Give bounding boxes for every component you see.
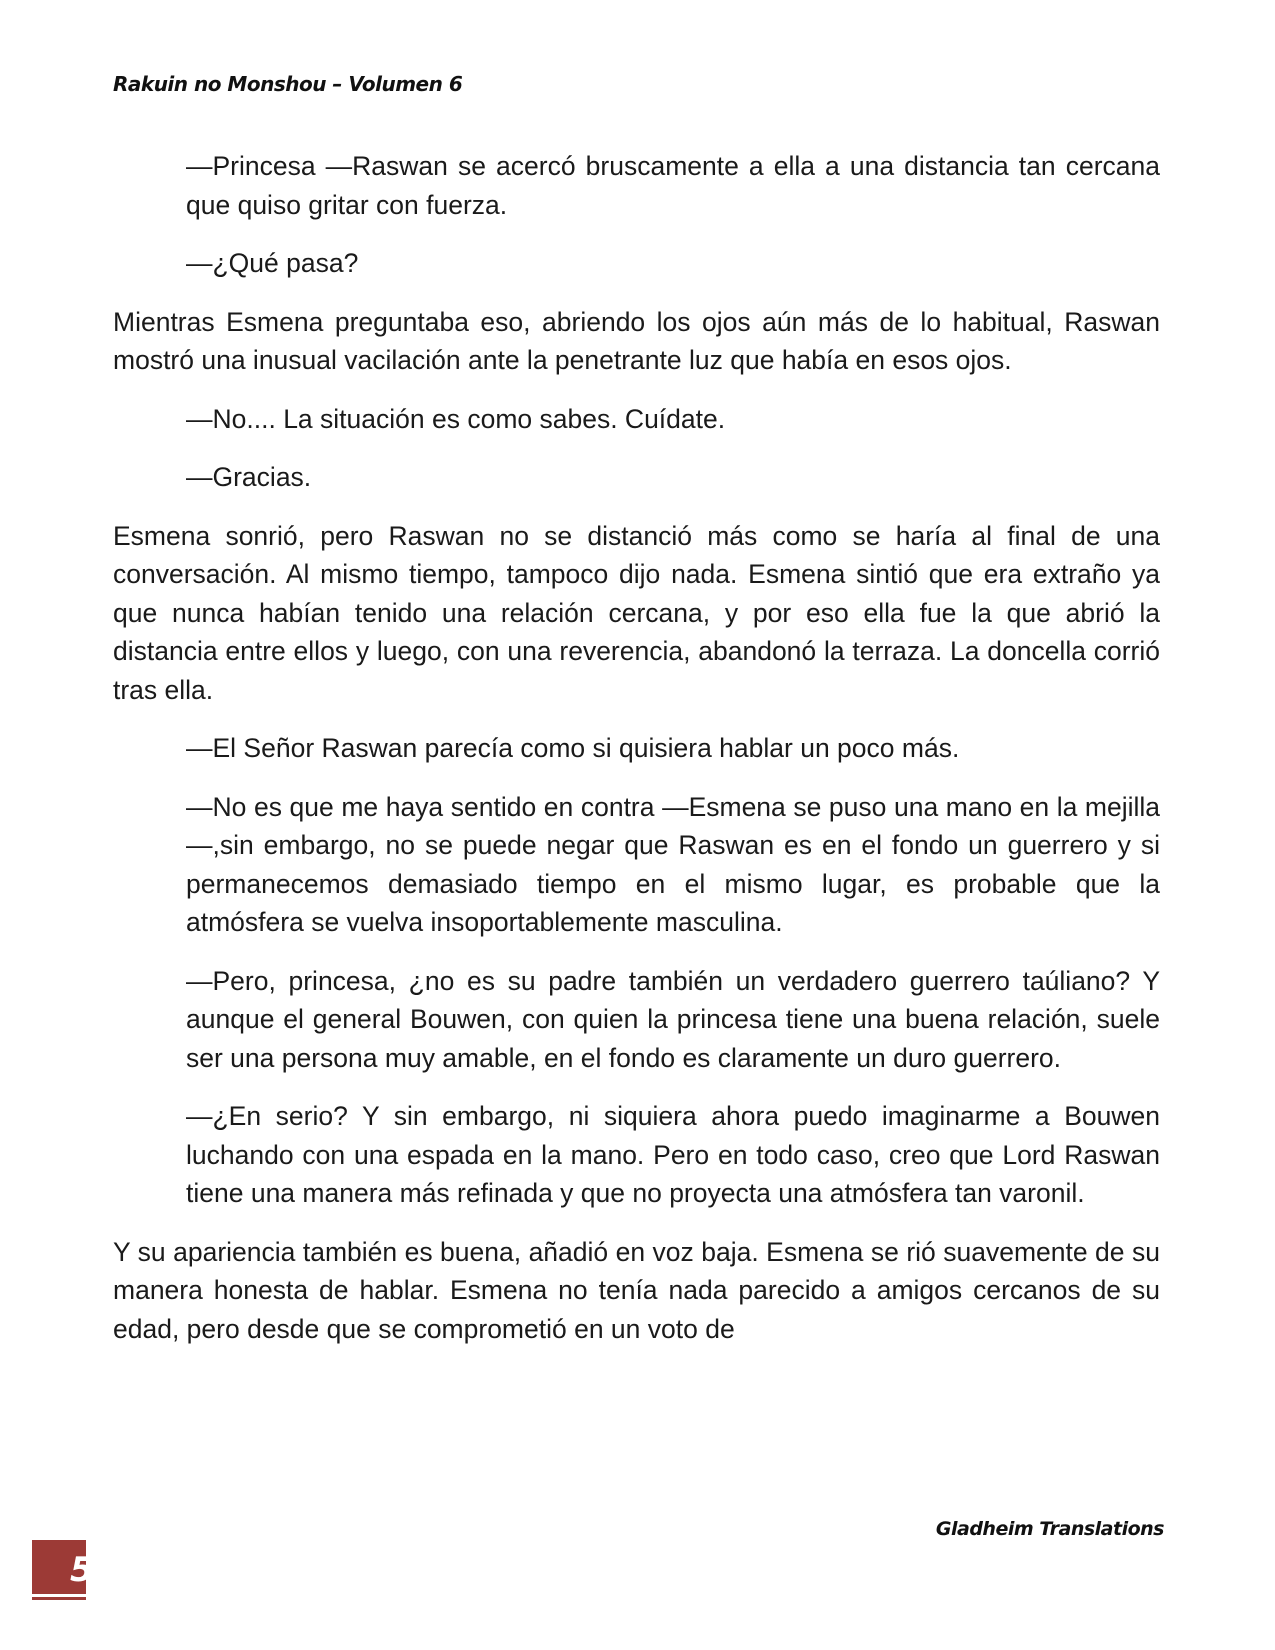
page-number-underline bbox=[32, 1594, 86, 1597]
page-number: 5 bbox=[70, 1550, 94, 1590]
body-text bbox=[113, 147, 1160, 1368]
paragraph: —No.... La situación es como sabes. Cuídate. bbox=[186, 403, 726, 434]
paragraph: Esmena sonrió, pero Raswan no se distanció más como se haría al final de una conversación. Al mismo tiempo, tampoco dijo nada. Esmena sintió que era extraño ya que nunca habían tenido una relación cercana, y por eso ella fue la que abrió la distancia entre ellos y luego, con una reverencia, abandonó la terraza. La doncella corrió tras ella. bbox=[113, 520, 1160, 705]
footer-brand: Gladheim Translations bbox=[935, 1518, 1164, 1540]
running-header: Rakuin no Monshou – Volumen 6 bbox=[113, 72, 463, 96]
paragraph: —Pero, princesa, ¿no es su padre también un verdadero guerrero taúliano? Y aunque el general Bouwen, con quien la princesa tiene una buena relación, suele ser una persona muy amable, en el fondo es claramente un duro guerrero. bbox=[186, 965, 1160, 1073]
paragraph: —Gracias. bbox=[186, 462, 312, 492]
paragraph: —¿Qué pasa? bbox=[186, 248, 359, 278]
paragraph: —El Señor Raswan parecía como si quisiera hablar un poco más. bbox=[186, 733, 960, 763]
paragraph: —¿En serio? Y sin embargo, ni siquiera ahora puedo imaginarme a Bouwen luchando con una espada en la mano. Pero en todo caso, creo que Lord Raswan tiene una manera más refinada y que no proyecta una atmósfera tan varonil. bbox=[186, 1101, 1160, 1208]
paragraph: Y su apariencia también es buena, añadió en voz baja. Esmena se rió suavemente de su manera honesta de hablar. Esmena no tenía nada parecido a amigos cercanos de su edad, pero desde que se comprometió en un voto de bbox=[113, 1236, 1160, 1344]
page-number-box bbox=[32, 1540, 94, 1600]
paragraph: —Princesa —Raswan se acercó bruscamente a ella a una distancia tan cercana que quiso gritar con fuerza. bbox=[186, 151, 1160, 220]
paragraph: Mientras Esmena preguntaba eso, abriendo los ojos aún más de lo habitual, Raswan mostró una inusual vacilación ante la penetrante luz que había en esos ojos. bbox=[113, 306, 1160, 375]
paragraph: —No es que me haya sentido en contra —Esmena se puso una mano en la mejilla—,sin embargo, no se puede negar que Raswan es en el fondo un guerrero y si permanecemos demasiado tiempo en el mismo lugar, es probable que la atmósfera se vuelva insoportablemente masculina. bbox=[186, 791, 1160, 937]
